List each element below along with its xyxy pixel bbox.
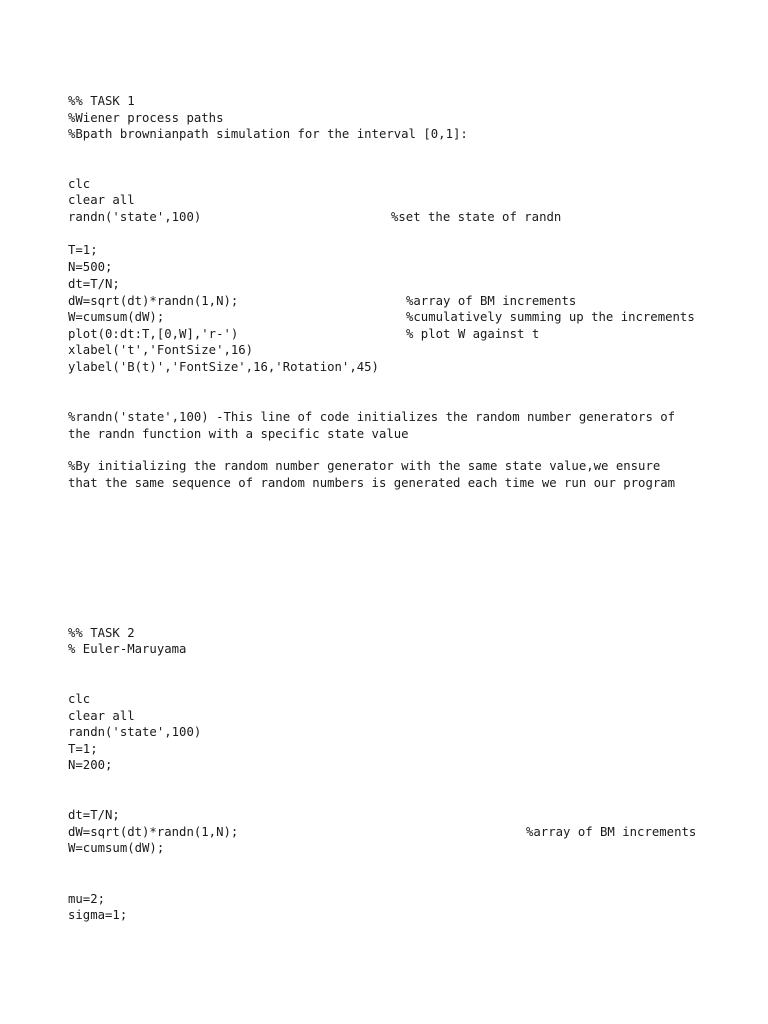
- code-comment: %set the state of randn: [391, 210, 562, 224]
- note-line: the randn function with a specific state value: [68, 427, 409, 441]
- code-line: dt=T/N;: [68, 277, 120, 291]
- code-line: xlabel('t','FontSize',16): [68, 343, 254, 357]
- note-line: %By initializing the random number generator with the same state value,we ensure: [68, 459, 661, 473]
- code-line: clc: [68, 692, 91, 706]
- task2-subtitle: % Euler-Maruyama: [68, 642, 187, 656]
- code-line: W=cumsum(dW);: [68, 310, 165, 324]
- code-line: clear all: [68, 193, 135, 207]
- note-line: that the same sequence of random numbers is generated each time we run our program: [68, 476, 676, 490]
- code-line: plot(0:dt:T,[0,W],'r-'): [68, 327, 239, 341]
- code-comment: %cumulatively summing up the increments: [406, 310, 695, 324]
- task1-subtitle: %Wiener process paths: [68, 111, 224, 125]
- note-line: %randn('state',100) -This line of code initializes the random number generators of: [68, 410, 676, 424]
- code-comment: %array of BM increments: [406, 294, 577, 308]
- code-line: T=1;: [68, 243, 98, 257]
- code-line: T=1;: [68, 742, 98, 756]
- code-line: W=cumsum(dW);: [68, 841, 165, 855]
- code-line: randn('state',100): [68, 210, 202, 224]
- code-line: dW=sqrt(dt)*randn(1,N);: [68, 294, 239, 308]
- task1-title: %% TASK 1: [68, 94, 135, 108]
- code-comment: %array of BM increments: [526, 825, 697, 839]
- code-comment: % plot W against t: [406, 327, 540, 341]
- code-line: clear all: [68, 709, 135, 723]
- code-line: clc: [68, 177, 91, 191]
- code-line: dW=sqrt(dt)*randn(1,N);: [68, 825, 239, 839]
- code-line: dt=T/N;: [68, 808, 120, 822]
- code-line: N=500;: [68, 260, 113, 274]
- code-line: randn('state',100): [68, 725, 202, 739]
- code-line: mu=2;: [68, 892, 106, 906]
- code-line: N=200;: [68, 758, 113, 772]
- code-line: ylabel('B(t)','FontSize',16,'Rotation',45): [68, 360, 379, 374]
- task1-description: %Bpath brownianpath simulation for the interval [0,1]:: [68, 127, 468, 141]
- task2-title: %% TASK 2: [68, 626, 135, 640]
- code-line: sigma=1;: [68, 908, 128, 922]
